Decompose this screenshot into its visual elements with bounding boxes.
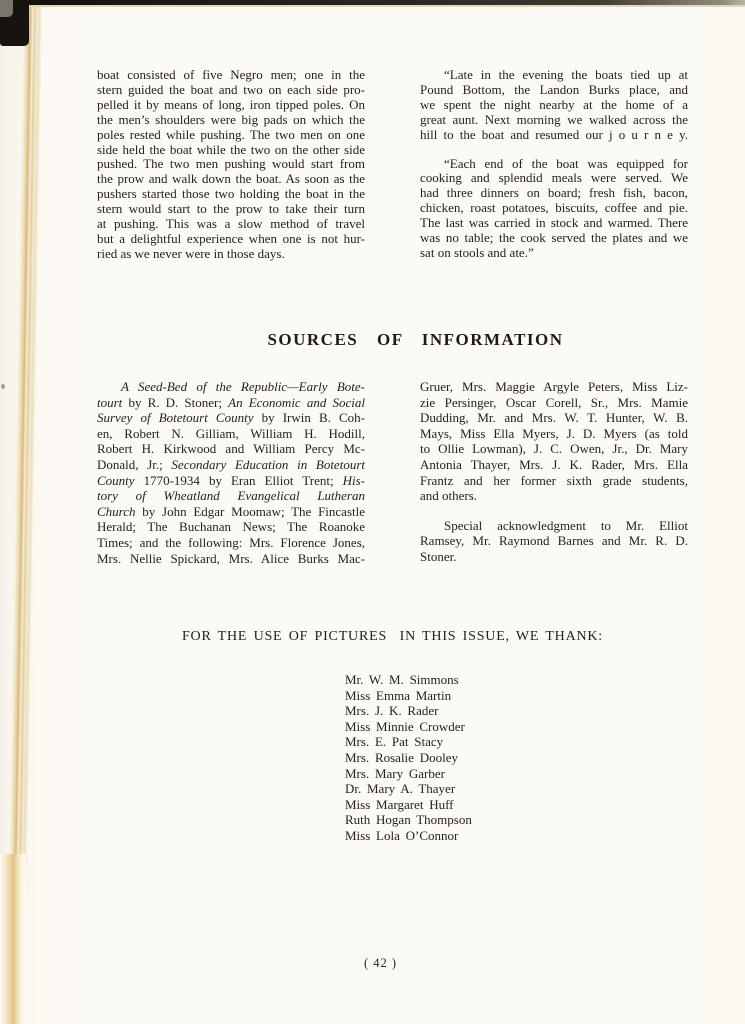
thanked-person: Miss Emma Martin (345, 687, 452, 703)
sources-left-column (97, 379, 365, 566)
book-page-edges-bottom (0, 854, 26, 1024)
text-line: Frantz and her former sixth grade students, (420, 472, 688, 488)
thanked-person: Mrs. Mary Garber (345, 765, 445, 781)
text-line: Ramsey, Mr. Raymond Barnes and Mr. R. D. (420, 533, 688, 549)
text-line: “Late in the evening the boats tied up at (444, 67, 688, 82)
sources-right-column (420, 379, 688, 566)
text-line: ried as we never were in those days. (97, 245, 285, 261)
text-line: Mays, Miss Ella Myers, J. D. Myers (as told (420, 425, 688, 441)
thanked-person: Ruth Hogan Thompson (345, 812, 472, 828)
text-line: Pound Bottom, the Landon Burks place, and (420, 81, 688, 97)
sources-section (97, 379, 688, 566)
text-line: Church by John Edgar Moomaw; The Fincastle (97, 503, 365, 519)
paragraph (420, 157, 688, 261)
text-line: Mrs. Nellie Spickard, Mrs. Alice Burks Mac- (97, 550, 365, 566)
text-line: Donald, Jr.; Secondary Education in Botetourt (97, 456, 365, 472)
paragraph (97, 68, 365, 262)
paragraph (420, 518, 688, 565)
text-line: Herald; The Buchanan News; The Roanoke (97, 519, 365, 535)
paragraph (420, 68, 688, 143)
text-line: the men’s shoulders were big pads on which the (97, 111, 365, 127)
text-line: stern would start to the prow to take their turn (97, 201, 365, 217)
text-line: Times; and the following: Mrs. Florence Jones, (97, 534, 365, 550)
pictures-names-list (345, 672, 472, 844)
text-line: poles rested while pushing. The two men on one (97, 126, 365, 142)
pictures-thanks-heading: FOR THE USE OF PICTURES IN THIS ISSUE, WE THANK: (181, 629, 604, 644)
thanked-person: Mr. W. M. Simmons (345, 672, 459, 687)
text-line: to Ollie Lowman), J. C. Owen, Jr., Dr. Mary (420, 441, 688, 457)
text-line: boat consisted of five Negro men; one in the (97, 67, 365, 82)
paragraph (97, 379, 365, 566)
text-line: Gruer, Mrs. Maggie Argyle Peters, Miss Liz- (420, 379, 688, 394)
text-line: en, Robert N. Gilliam, William H. Hodill, (97, 425, 365, 441)
text-line: zie Persinger, Oscar Corell, Sr., Mrs. Mamie (420, 394, 688, 410)
scan-top-page-edge-line (28, 5, 745, 7)
text-line: pelled it by means of long, iron tipped poles. On (97, 96, 365, 112)
thanked-person: Mrs. J. K. Rader (345, 703, 439, 719)
binder-corner (0, 0, 13, 17)
text-line: Special acknowledgment to Mr. Elliot (444, 517, 688, 533)
page-number: ( 42 ) (363, 956, 398, 970)
thanked-person: Miss Lola O’Connor (345, 827, 459, 843)
thanked-person: Miss Margaret Huff (345, 796, 454, 812)
text-line: Robert H. Kirkwood and William Percy Mc- (97, 441, 365, 457)
narrative-section (97, 68, 688, 262)
text-line: Dudding, Mr. and Mrs. W. T. Hunter, W. B. (420, 410, 688, 426)
text-line: cooking and splendid meals were served. We (420, 170, 688, 186)
text-line: tourt by R. D. Stoner; An Economic and Social (97, 394, 365, 410)
text-line: but a delightful experience when one is not hur- (97, 230, 365, 246)
text-line: chicken, roast potatoes, biscuits, coffee and pie. (420, 200, 688, 216)
text-line: had three dinners on board; fresh fish, bacon, (420, 185, 688, 201)
text-line: sat on stools and ate.” (420, 244, 534, 260)
text-line: pushers started those two holding the boat in the (97, 186, 365, 202)
thanked-person: Dr. Mary A. Thayer (345, 781, 456, 797)
text-line: Survey of Botetourt County by Irwin B. Coh- (97, 410, 365, 426)
text-line: side held the boat while the two on the other side (97, 141, 365, 157)
text-line: stern guided the boat and two on each side pro- (97, 81, 365, 97)
text-line: hill to the boat and resumed our j o u r n e y. (420, 126, 688, 142)
thanked-person: Miss Minnie Crowder (345, 718, 465, 734)
text-line: was no table; the cook served the plates and we (420, 230, 688, 246)
text-line: we spent the night nearby at the home of a (420, 96, 688, 112)
narrative-right-column (420, 68, 688, 262)
text-line: tory of Wheatland Evangelical Lutheran (97, 488, 365, 504)
text-line: Antonia Thayer, Mrs. J. K. Rader, Mrs. Ella (420, 456, 688, 472)
scan-speck (1, 384, 5, 389)
text-line: the prow and walk down the boat. As soon as the (97, 171, 365, 187)
text-line: A Seed-Bed of the Republic—Early Bote- (121, 379, 365, 394)
text-line: pushed. The two men pushing would start from (97, 156, 365, 172)
scan-corner-shadow (0, 0, 29, 46)
text-line: “Each end of the boat was equipped for (444, 155, 688, 171)
paragraph (420, 379, 688, 504)
thanked-person: Mrs. Rosalie Dooley (345, 749, 458, 765)
text-line: Stoner. (420, 548, 457, 564)
text-line: The last was carried in stock and warmed. There (420, 215, 688, 231)
thanked-person: Mrs. E. Pat Stacy (345, 734, 444, 750)
text-line: and others. (420, 488, 478, 504)
sources-of-information-heading: SOURCES OF INFORMATION (267, 330, 564, 349)
text-line: County 1770-1934 by Eran Elliot Trent; His- (97, 472, 365, 488)
text-line: at pushing. This was a slow method of travel (97, 216, 365, 232)
narrative-left-column (97, 68, 365, 262)
text-line: great aunt. Next morning we walked across the (420, 111, 688, 127)
